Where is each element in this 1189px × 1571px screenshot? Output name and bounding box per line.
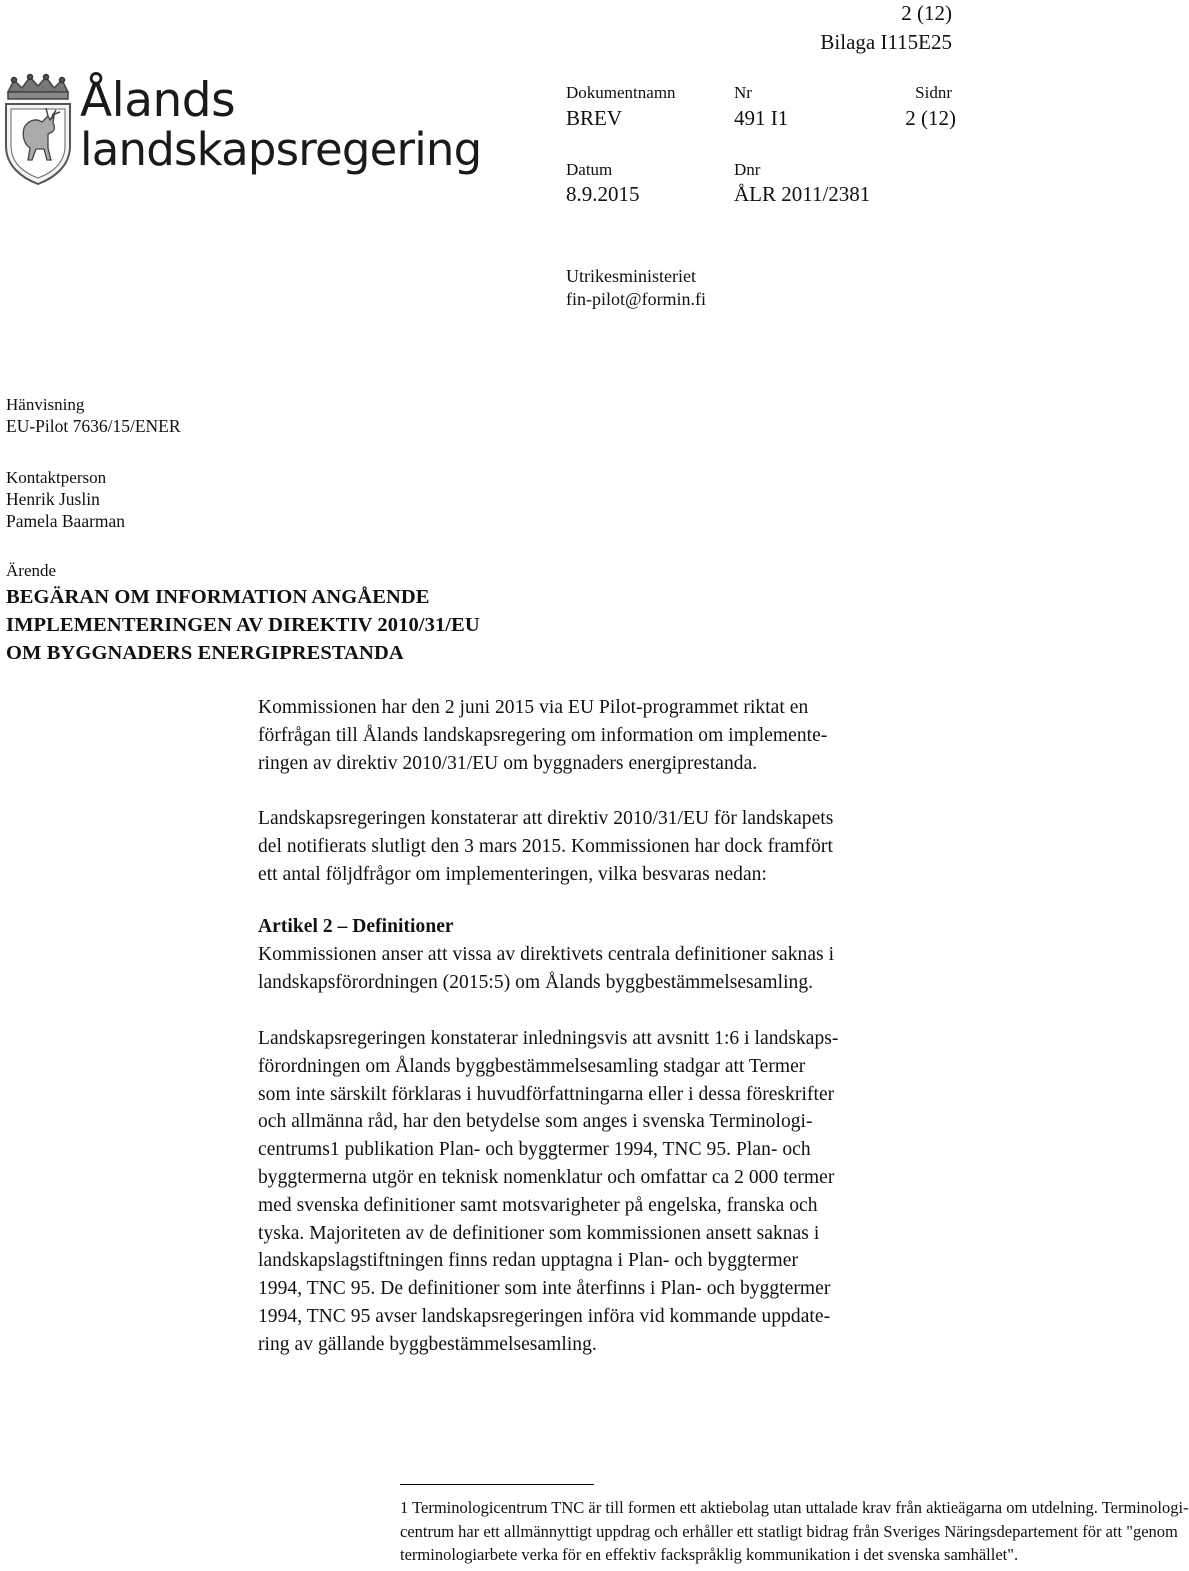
text-line: och allmänna råd, har den betydelse som anges i svenska Terminologi-: [258, 1111, 813, 1133]
subject-label: Ärende: [6, 561, 57, 580]
footnote: [400, 1496, 1189, 1567]
page-number-value: 2 (12): [905, 106, 956, 130]
text-line: ett antal följdfrågor om implementeringen, vilka besvaras nedan:: [258, 863, 767, 885]
reference-value: EU-Pilot 7636/15/ENER: [6, 416, 181, 436]
text-line: ring av gällande byggbestämmelsesamling.: [258, 1333, 597, 1355]
paragraph-2: [258, 805, 958, 888]
subject-line: OM BYGGNADERS ENERGIPRESTANDA: [6, 642, 404, 664]
footnote-line: 1 Terminologicentrum TNC är till formen ett aktiebolag utan uttalade krav från aktieägarna om utdelning. Terminologi-: [400, 1498, 1189, 1517]
logo-line-2: landskapsregering: [80, 123, 482, 176]
text-line: med svenska definitioner samt motsvarigheter på engelska, franska och: [258, 1194, 818, 1216]
doc-name-value: BREV: [566, 106, 623, 130]
logo-line-1: Ålands: [80, 73, 236, 128]
article-heading: Artikel 2 – Definitioner: [258, 916, 454, 937]
text-line: Kommissionen anser att vissa av direktivets centrala definitioner saknas i: [258, 943, 835, 965]
text-line: förordningen om Ålands byggbestämmelsesamling stadgar att Termer: [258, 1055, 806, 1077]
coat-of-arms-icon: [2, 74, 74, 192]
text-line: byggtermerna utgör en teknisk nomenklatur och omfattar ca 2 000 termer: [258, 1166, 835, 1188]
contact-person: Pamela Baarman: [6, 511, 126, 531]
dnr-value: ÅLR 2011/2381: [734, 182, 871, 206]
recipient-name: Utrikesministeriet: [566, 266, 696, 286]
recipient-email: fin-pilot@formin.fi: [566, 289, 707, 309]
article-section: [258, 913, 958, 996]
text-line: Landskapsregeringen konstaterar inledningsvis att avsnitt 1:6 i landskaps-: [258, 1028, 839, 1049]
text-line: del notifierats slutligt den 3 mars 2015. Kommissionen har dock framfört: [258, 835, 833, 857]
text-line: tyska. Majoriteten av de definitioner som kommissionen ansett saknas i: [258, 1222, 820, 1244]
subject-line: BEGÄRAN OM INFORMATION ANGÅENDE: [6, 586, 430, 608]
text-line: som inte särskilt förklaras i huvudförfattningarna eller i dessa föreskrifter: [258, 1083, 835, 1105]
text-line: landskapslagstiftningen finns redan upptagna i Plan- och byggtermer: [258, 1250, 799, 1272]
nr-value: 491 I1: [734, 106, 789, 130]
paragraph-4: [258, 1025, 958, 1359]
subject-line: IMPLEMENTERINGEN AV DIREKTIV 2010/31/EU: [6, 614, 480, 636]
text-line: 1994, TNC 95 avser landskapsregeringen införa vid kommande uppdate-: [258, 1305, 831, 1327]
footnote-line: terminologiarbete verka för en effektiv fackspråklig kommunikation i det svenska samhället".: [400, 1545, 1019, 1564]
paragraph-1: [258, 694, 958, 777]
text-line: centrums1 publikation Plan- och byggtermer 1994, TNC 95. Plan- och: [258, 1139, 811, 1161]
text-line: Kommissionen har den 2 juni 2015 via EU Pilot-programmet riktat en: [258, 697, 809, 718]
contact-person: Henrik Juslin: [6, 489, 100, 509]
date-value: 8.9.2015: [566, 182, 640, 206]
dnr-label: Dnr: [734, 160, 761, 179]
page-number-label: Sidnr: [915, 83, 952, 102]
text-line: 1994, TNC 95. De definitioner som inte återfinns i Plan- och byggtermer: [258, 1278, 831, 1300]
footnote-line: centrum har ett allmännyttigt uppdrag och erhåller ett statligt bidrag från Sveriges Näringsdepartement för att "genom: [400, 1521, 1178, 1541]
nr-label: Nr: [734, 83, 752, 102]
page-count: 2 (12): [901, 1, 952, 25]
text-line: Landskapsregeringen konstaterar att direktiv 2010/31/EU för landskapets: [258, 808, 834, 829]
text-line: landskapsförordningen (2015:5) om Ålands byggbestämmelsesamling.: [258, 971, 814, 993]
contact-label: Kontaktperson: [6, 468, 107, 487]
date-label: Datum: [566, 160, 613, 179]
text-line: förfrågan till Ålands landskapsregering om information om implemente-: [258, 724, 828, 746]
text-line: ringen av direktiv 2010/31/EU om byggnaders energiprestanda.: [258, 752, 758, 774]
doc-name-label: Dokumentnamn: [566, 83, 676, 102]
reference-label: Hänvisning: [6, 395, 85, 414]
attachment-label: Bilaga I115E25: [820, 30, 952, 54]
footnote-divider: [400, 1484, 594, 1485]
organization-logo: [2, 73, 482, 192]
